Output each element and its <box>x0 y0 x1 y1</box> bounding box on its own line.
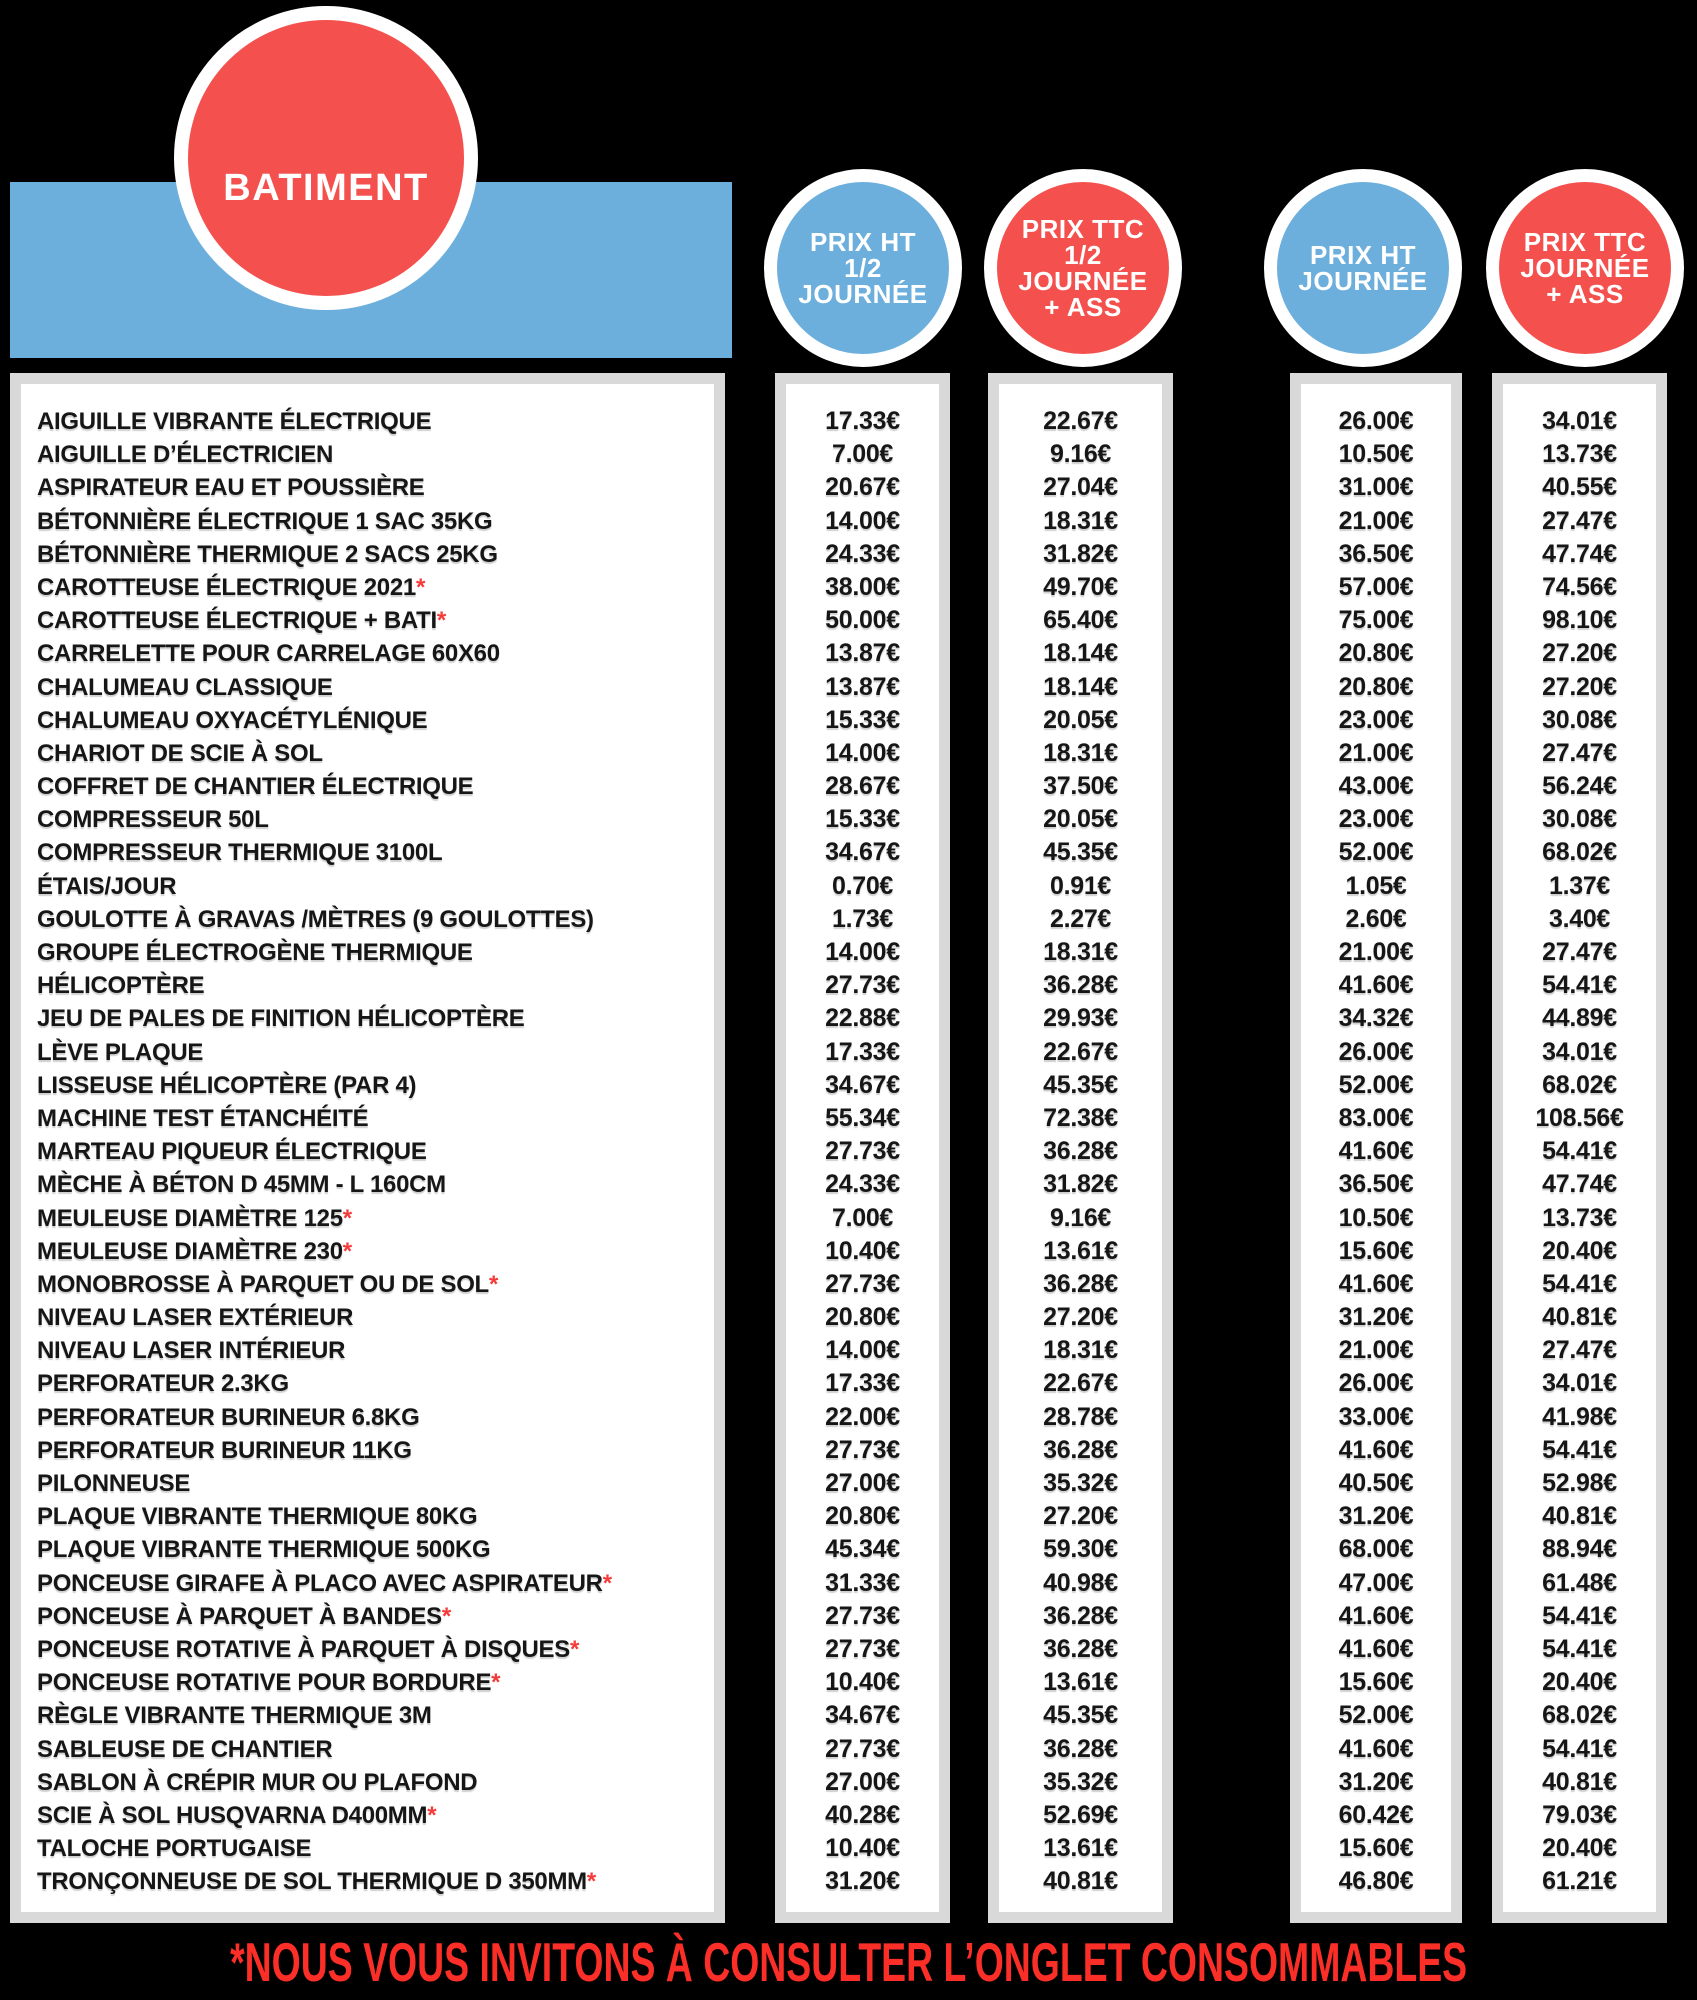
column-header-line: JOURNÉE <box>1520 253 1650 283</box>
price-cell: 34.67€ <box>825 1070 900 1099</box>
price-cell: 14.00€ <box>825 1336 900 1365</box>
price-cell: 40.81€ <box>1043 1867 1118 1896</box>
column-header-line: PRIX HT <box>809 227 917 257</box>
equipment-name: MEULEUSE DIAMÈTRE 125* <box>37 1204 352 1232</box>
price-cell: 27.47€ <box>1542 738 1617 767</box>
price-cell: 18.14€ <box>1043 672 1118 701</box>
price-cell: 1.05€ <box>1345 871 1407 900</box>
price-cell: 88.94€ <box>1542 1535 1617 1564</box>
price-cell: 20.40€ <box>1542 1834 1617 1863</box>
column-header-prix-ttc-journee-ass <box>1486 169 1684 367</box>
price-cell: 37.50€ <box>1043 772 1118 801</box>
price-cell: 27.00€ <box>825 1469 900 1497</box>
equipment-name: COFFRET DE CHANTIER ÉLECTRIQUE <box>37 773 474 801</box>
equipment-name: AIGUILLE VIBRANTE ÉLECTRIQUE <box>37 408 432 435</box>
price-cell: 41.98€ <box>1542 1402 1617 1431</box>
price-cell: 54.41€ <box>1542 1734 1617 1763</box>
price-cell: 31.82€ <box>1043 539 1118 568</box>
price-cell: 15.60€ <box>1338 1834 1414 1863</box>
price-cell: 13.61€ <box>1043 1834 1118 1863</box>
price-cell: 27.47€ <box>1542 1336 1617 1365</box>
price-cell: 45.35€ <box>1043 838 1118 867</box>
price-cell: 13.87€ <box>825 672 900 701</box>
price-cell: 17.33€ <box>825 407 900 435</box>
equipment-name: PERFORATEUR 2.3KG <box>37 1370 289 1398</box>
price-cell: 36.28€ <box>1043 1634 1118 1663</box>
price-cell: 27.20€ <box>1542 639 1617 668</box>
price-cell: 13.73€ <box>1542 1203 1617 1232</box>
equipment-name: NIVEAU LASER INTÉRIEUR <box>37 1337 346 1365</box>
price-cell: 75.00€ <box>1338 606 1414 635</box>
price-cell: 13.87€ <box>825 639 900 668</box>
price-cell: 35.32€ <box>1043 1767 1118 1796</box>
column-header-line: + ASS <box>1546 279 1624 309</box>
price-cell: 31.20€ <box>1338 1502 1414 1531</box>
equipment-name: BÉTONNIÈRE THERMIQUE 2 SACS 25KG <box>37 540 498 568</box>
price-cell: 40.81€ <box>1542 1767 1617 1796</box>
equipment-name: ASPIRATEUR EAU ET POUSSIÈRE <box>37 474 425 502</box>
price-cell: 35.32€ <box>1043 1469 1118 1497</box>
price-cell: 10.40€ <box>825 1236 900 1265</box>
price-cell: 31.00€ <box>1338 473 1414 502</box>
price-cell: 27.73€ <box>825 1601 900 1630</box>
price-cell: 31.82€ <box>1043 1170 1118 1199</box>
price-cell: 72.38€ <box>1043 1103 1118 1132</box>
price-cell: 31.20€ <box>1338 1767 1414 1796</box>
price-cell: 40.98€ <box>1043 1568 1118 1597</box>
column-header-prix-ttc-demi-journee-ass <box>984 169 1182 367</box>
price-cell: 26.00€ <box>1338 407 1414 435</box>
price-cell: 24.33€ <box>825 539 900 568</box>
price-cell: 52.69€ <box>1043 1800 1118 1829</box>
consumables-asterisk: * <box>342 1237 352 1265</box>
price-cell: 21.00€ <box>1338 938 1414 966</box>
price-cell: 45.34€ <box>825 1535 900 1564</box>
price-cell: 49.70€ <box>1043 572 1118 601</box>
equipment-name: COMPRESSEUR 50L <box>37 806 269 834</box>
equipment-name: CHALUMEAU CLASSIQUE <box>37 673 333 701</box>
price-cell: 41.60€ <box>1338 971 1414 1000</box>
price-cell: 27.73€ <box>825 1269 900 1298</box>
price-cell: 36.50€ <box>1338 1170 1414 1199</box>
price-cell: 21.00€ <box>1338 738 1414 767</box>
equipment-name-list <box>21 384 714 1898</box>
price-cell: 40.28€ <box>825 1800 900 1829</box>
column-header-line: + ASS <box>1044 292 1122 322</box>
price-cell: 54.41€ <box>1542 1601 1617 1630</box>
price-cell: 40.55€ <box>1542 473 1617 502</box>
equipment-name: GOULOTTE À GRAVAS /MÈTRES (9 GOULOTTES) <box>37 905 594 933</box>
price-cell: 28.78€ <box>1043 1402 1118 1431</box>
equipment-name: PLAQUE VIBRANTE THERMIQUE 80KG <box>37 1503 478 1531</box>
equipment-name: RÈGLE VIBRANTE THERMIQUE 3M <box>37 1702 432 1730</box>
price-cell: 14.00€ <box>825 506 900 535</box>
equipment-name: COMPRESSEUR THERMIQUE 3100L <box>37 839 443 867</box>
price-cell: 23.00€ <box>1338 805 1414 834</box>
price-cell: 7.00€ <box>831 440 894 469</box>
price-cell: 2.27€ <box>1049 904 1112 933</box>
column-header-line: 1/2 <box>1064 240 1102 270</box>
price-cell: 27.20€ <box>1043 1303 1118 1332</box>
price-cell: 36.28€ <box>1043 1137 1118 1166</box>
consumables-asterisk: * <box>441 1602 451 1630</box>
price-list-ttc-demi-journee-ass <box>999 384 1162 1898</box>
equipment-name: MÈCHE À BÉTON D 45MM - L 160CM <box>37 1171 446 1199</box>
consumables-asterisk: * <box>342 1204 352 1232</box>
price-cell: 21.00€ <box>1338 506 1414 535</box>
price-cell: 27.20€ <box>1043 1502 1118 1531</box>
price-cell: 28.67€ <box>825 772 900 801</box>
price-cell: 15.33€ <box>825 705 900 734</box>
equipment-name: CHALUMEAU OXYACÉTYLÉNIQUE <box>37 706 428 734</box>
column-header-line: PRIX TTC <box>1021 214 1145 244</box>
price-cell: 0.91€ <box>1049 871 1112 900</box>
price-cell: 40.50€ <box>1338 1469 1414 1497</box>
consumables-asterisk: * <box>436 607 446 635</box>
footer-note <box>0 1926 1697 1998</box>
price-cell: 52.98€ <box>1542 1469 1617 1497</box>
consumables-asterisk: * <box>415 573 425 601</box>
price-cell: 47.74€ <box>1542 539 1617 568</box>
equipment-name: SABLON À CRÉPIR MUR OU PLAFOND <box>37 1768 478 1796</box>
price-cell: 14.00€ <box>825 938 900 966</box>
equipment-name: ÉTAIS/JOUR <box>37 872 177 900</box>
price-cell: 46.80€ <box>1338 1867 1414 1896</box>
equipment-name: LISSEUSE HÉLICOPTÈRE (PAR 4) <box>37 1071 417 1099</box>
price-cell: 18.31€ <box>1043 1336 1118 1365</box>
price-cell: 27.20€ <box>1542 672 1617 701</box>
price-cell: 26.00€ <box>1338 1037 1414 1066</box>
price-cell: 23.00€ <box>1338 705 1414 734</box>
price-cell: 68.02€ <box>1542 1070 1617 1099</box>
equipment-name: CAROTTEUSE ÉLECTRIQUE 2021* <box>37 573 425 601</box>
price-cell: 30.08€ <box>1542 705 1617 734</box>
equipment-name: PLAQUE VIBRANTE THERMIQUE 500KG <box>37 1536 491 1564</box>
price-cell: 1.73€ <box>831 904 894 933</box>
price-cell: 57.00€ <box>1338 572 1414 601</box>
column-header-line: JOURNÉE <box>1298 266 1428 296</box>
equipment-name: CHARIOT DE SCIE À SOL <box>37 739 323 767</box>
equipment-name: PILONNEUSE <box>37 1470 191 1497</box>
price-cell: 27.47€ <box>1542 938 1617 966</box>
equipment-name: PONCEUSE ROTATIVE POUR BORDURE* <box>37 1669 501 1697</box>
price-cell: 56.24€ <box>1542 772 1617 801</box>
price-panel-ht-demi-journee <box>775 373 950 1923</box>
price-cell: 52.00€ <box>1338 1701 1414 1730</box>
price-cell: 9.16€ <box>1049 440 1112 469</box>
price-cell: 17.33€ <box>825 1369 900 1398</box>
price-cell: 27.00€ <box>825 1767 900 1796</box>
price-cell: 83.00€ <box>1338 1103 1414 1132</box>
price-cell: 36.28€ <box>1043 1269 1118 1298</box>
price-cell: 68.02€ <box>1542 1701 1617 1730</box>
equipment-name: PONCEUSE À PARQUET À BANDES* <box>37 1602 451 1630</box>
price-cell: 20.80€ <box>825 1502 900 1531</box>
price-cell: 41.60€ <box>1338 1601 1414 1630</box>
price-cell: 31.20€ <box>825 1867 900 1896</box>
price-cell: 34.01€ <box>1542 1369 1617 1398</box>
equipment-name: SABLEUSE DE CHANTIER <box>37 1735 333 1763</box>
price-cell: 40.81€ <box>1542 1303 1617 1332</box>
price-cell: 31.33€ <box>825 1568 900 1597</box>
equipment-name: PERFORATEUR BURINEUR 6.8KG <box>37 1403 420 1431</box>
price-cell: 1.37€ <box>1548 871 1611 900</box>
price-cell: 3.40€ <box>1548 904 1611 933</box>
price-cell: 22.88€ <box>825 1004 900 1033</box>
equipment-name: PONCEUSE ROTATIVE À PARQUET À DISQUES* <box>37 1635 580 1663</box>
equipment-name: CARRELETTE POUR CARRELAGE 60X60 <box>37 640 500 668</box>
price-cell: 79.03€ <box>1542 1800 1617 1829</box>
price-cell: 34.01€ <box>1542 1037 1617 1066</box>
price-cell: 9.16€ <box>1049 1203 1112 1232</box>
consumables-asterisk: * <box>602 1569 612 1597</box>
price-cell: 27.73€ <box>825 1634 900 1663</box>
price-cell: 34.67€ <box>825 1701 900 1730</box>
price-cell: 61.21€ <box>1542 1867 1617 1896</box>
price-cell: 54.41€ <box>1542 1269 1617 1298</box>
price-cell: 18.31€ <box>1043 738 1118 767</box>
price-cell: 20.80€ <box>1338 672 1414 701</box>
equipment-name: AIGUILLE D’ÉLECTRICIEN <box>37 441 334 469</box>
category-badge <box>174 6 478 310</box>
consumables-asterisk: * <box>427 1801 437 1829</box>
equipment-name: NIVEAU LASER EXTÉRIEUR <box>37 1304 354 1332</box>
price-cell: 10.40€ <box>825 1668 900 1697</box>
price-cell: 20.05€ <box>1043 705 1118 734</box>
price-cell: 98.10€ <box>1542 606 1617 635</box>
price-cell: 47.00€ <box>1338 1568 1414 1597</box>
price-cell: 15.33€ <box>825 805 900 834</box>
price-cell: 29.93€ <box>1043 1004 1118 1033</box>
price-cell: 27.73€ <box>825 1137 900 1166</box>
column-header-prix-ht-journee <box>1264 169 1462 367</box>
price-cell: 22.67€ <box>1043 407 1118 435</box>
price-cell: 15.60€ <box>1338 1668 1414 1697</box>
equipment-name-panel <box>10 373 725 1923</box>
price-list-ht-demi-journee <box>786 384 939 1898</box>
consumables-asterisk: * <box>491 1669 501 1697</box>
price-cell: 108.56€ <box>1535 1103 1624 1132</box>
equipment-name: JEU DE PALES DE FINITION HÉLICOPTÈRE <box>37 1005 525 1033</box>
price-cell: 18.31€ <box>1043 506 1118 535</box>
category-badge-label: BATIMENT <box>223 166 429 209</box>
price-cell: 13.73€ <box>1542 440 1617 469</box>
column-header-line: PRIX HT <box>1309 240 1417 270</box>
price-cell: 27.73€ <box>825 971 900 1000</box>
price-cell: 34.67€ <box>825 838 900 867</box>
footer-note-text: *NOUS VOUS INVITONS À CONSULTER L’ONGLET CONSOMMABLES <box>229 1931 1468 1993</box>
price-cell: 68.02€ <box>1542 838 1617 867</box>
equipment-name: HÉLICOPTÈRE <box>37 972 205 1000</box>
price-cell: 14.00€ <box>825 738 900 767</box>
price-cell: 65.40€ <box>1043 606 1118 635</box>
price-cell: 41.60€ <box>1338 1435 1414 1464</box>
price-cell: 45.35€ <box>1043 1701 1118 1730</box>
price-cell: 54.41€ <box>1542 971 1617 1000</box>
equipment-name: CAROTTEUSE ÉLECTRIQUE + BATI* <box>37 607 446 635</box>
price-cell: 30.08€ <box>1542 805 1617 834</box>
price-cell: 52.00€ <box>1338 1070 1414 1099</box>
equipment-name: BÉTONNIÈRE ÉLECTRIQUE 1 SAC 35KG <box>37 507 493 535</box>
price-cell: 60.42€ <box>1338 1800 1414 1829</box>
price-panel-ht-journee <box>1290 373 1462 1923</box>
equipment-name: PONCEUSE GIRAFE À PLACO AVEC ASPIRATEUR* <box>37 1569 612 1597</box>
price-cell: 54.41€ <box>1542 1634 1617 1663</box>
equipment-name: LÈVE PLAQUE <box>37 1038 204 1066</box>
price-cell: 47.74€ <box>1542 1170 1617 1199</box>
price-panel-ttc-demi-journee-ass <box>988 373 1173 1923</box>
price-cell: 22.00€ <box>825 1402 900 1431</box>
price-cell: 20.40€ <box>1542 1668 1617 1697</box>
column-header-line: JOURNÉE <box>798 279 928 309</box>
price-cell: 74.56€ <box>1542 572 1617 601</box>
price-cell: 45.35€ <box>1043 1070 1118 1099</box>
price-cell: 7.00€ <box>831 1203 894 1232</box>
equipment-name: GROUPE ÉLECTROGÈNE THERMIQUE <box>37 939 473 966</box>
equipment-name: SCIE À SOL HUSQVARNA D400MM* <box>37 1801 437 1829</box>
price-cell: 2.60€ <box>1345 904 1407 933</box>
price-cell: 55.34€ <box>825 1103 900 1132</box>
price-list-ht-journee <box>1301 384 1451 1898</box>
price-cell: 10.50€ <box>1338 1203 1414 1232</box>
price-cell: 21.00€ <box>1338 1336 1414 1365</box>
equipment-name: MONOBROSSE À PARQUET OU DE SOL* <box>37 1270 498 1298</box>
consumables-asterisk: * <box>488 1270 498 1298</box>
price-cell: 36.50€ <box>1338 539 1414 568</box>
column-header-line: PRIX TTC <box>1523 227 1647 257</box>
price-cell: 27.04€ <box>1043 473 1118 502</box>
price-list-ttc-journee-ass <box>1503 384 1656 1898</box>
price-cell: 24.33€ <box>825 1170 900 1199</box>
price-cell: 20.67€ <box>825 473 900 502</box>
price-cell: 68.00€ <box>1338 1535 1414 1564</box>
consumables-asterisk: * <box>586 1868 596 1896</box>
equipment-name: MACHINE TEST ÉTANCHÉITÉ <box>37 1104 369 1132</box>
equipment-name: PERFORATEUR BURINEUR 11KG <box>37 1436 412 1464</box>
price-cell: 34.01€ <box>1542 407 1617 435</box>
price-cell: 41.60€ <box>1338 1734 1414 1763</box>
price-cell: 10.40€ <box>825 1834 900 1863</box>
column-header-line: JOURNÉE <box>1018 266 1148 296</box>
price-cell: 22.67€ <box>1043 1037 1118 1066</box>
price-cell: 20.40€ <box>1542 1236 1617 1265</box>
price-cell: 50.00€ <box>825 606 900 635</box>
price-cell: 20.80€ <box>825 1303 900 1332</box>
price-cell: 43.00€ <box>1338 772 1414 801</box>
price-cell: 41.60€ <box>1338 1634 1414 1663</box>
price-cell: 26.00€ <box>1338 1369 1414 1398</box>
price-cell: 20.80€ <box>1338 639 1414 668</box>
price-cell: 38.00€ <box>825 572 900 601</box>
price-cell: 17.33€ <box>825 1037 900 1066</box>
equipment-name: MARTEAU PIQUEUR ÉLECTRIQUE <box>37 1138 427 1166</box>
price-cell: 44.89€ <box>1542 1004 1617 1033</box>
column-header-line: 1/2 <box>844 253 882 283</box>
price-cell: 41.60€ <box>1338 1137 1414 1166</box>
price-cell: 34.32€ <box>1338 1004 1414 1033</box>
price-cell: 10.50€ <box>1338 440 1414 469</box>
price-cell: 59.30€ <box>1043 1535 1118 1564</box>
equipment-name: MEULEUSE DIAMÈTRE 230* <box>37 1237 352 1265</box>
price-cell: 54.41€ <box>1542 1435 1617 1464</box>
price-cell: 33.00€ <box>1338 1402 1414 1431</box>
price-cell: 41.60€ <box>1338 1269 1414 1298</box>
price-cell: 15.60€ <box>1338 1236 1414 1265</box>
price-cell: 27.73€ <box>825 1734 900 1763</box>
price-cell: 36.28€ <box>1043 1435 1118 1464</box>
price-cell: 13.61€ <box>1043 1236 1118 1265</box>
price-cell: 31.20€ <box>1338 1303 1414 1332</box>
price-cell: 52.00€ <box>1338 838 1414 867</box>
price-cell: 22.67€ <box>1043 1369 1118 1398</box>
price-cell: 27.47€ <box>1542 506 1617 535</box>
price-cell: 13.61€ <box>1043 1668 1118 1697</box>
price-cell: 18.31€ <box>1043 938 1118 966</box>
price-cell: 0.70€ <box>831 871 894 900</box>
price-cell: 40.81€ <box>1542 1502 1617 1531</box>
price-cell: 27.73€ <box>825 1435 900 1464</box>
price-cell: 54.41€ <box>1542 1137 1617 1166</box>
price-cell: 36.28€ <box>1043 1601 1118 1630</box>
price-cell: 18.14€ <box>1043 639 1118 668</box>
price-cell: 61.48€ <box>1542 1568 1617 1597</box>
price-cell: 36.28€ <box>1043 971 1118 1000</box>
consumables-asterisk: * <box>569 1635 580 1663</box>
price-cell: 36.28€ <box>1043 1734 1118 1763</box>
price-cell: 20.05€ <box>1043 805 1118 834</box>
column-header-prix-ht-demi-journee <box>764 169 962 367</box>
equipment-name: TRONÇONNEUSE DE SOL THERMIQUE D 350MM* <box>37 1868 596 1896</box>
equipment-name: TALOCHE PORTUGAISE <box>37 1835 312 1863</box>
price-panel-ttc-journee-ass <box>1492 373 1667 1923</box>
